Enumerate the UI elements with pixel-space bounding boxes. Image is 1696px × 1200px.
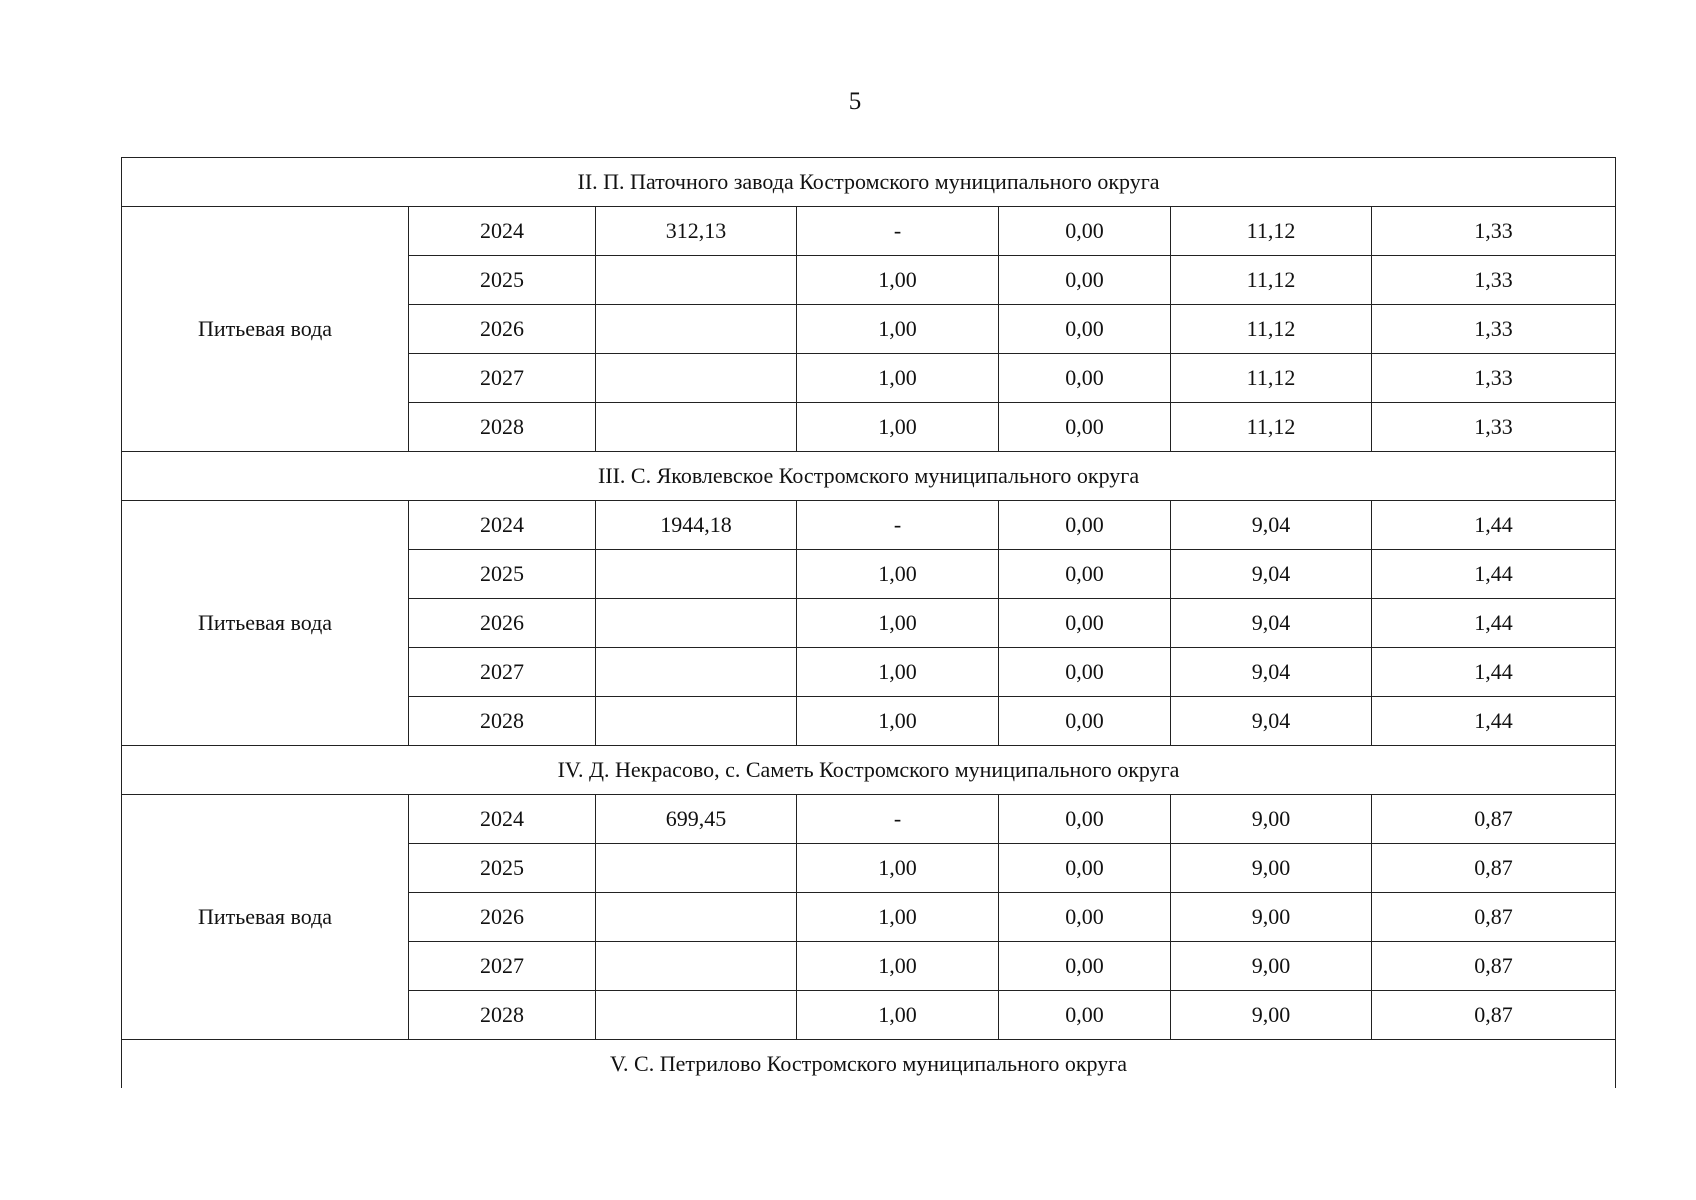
value2-cell: 1,00 [797, 305, 999, 354]
value5-cell: 1,33 [1372, 256, 1616, 305]
value4-cell: 11,12 [1171, 256, 1372, 305]
section-title: II. П. Паточного завода Костромского муниципального округа [122, 158, 1616, 207]
value2-cell: - [797, 795, 999, 844]
value3-cell: 0,00 [999, 893, 1171, 942]
year-cell: 2026 [409, 305, 596, 354]
value5-cell: 1,33 [1372, 403, 1616, 452]
section-header-row [122, 158, 1616, 207]
value3-cell: 0,00 [999, 354, 1171, 403]
table-row [122, 501, 1616, 550]
value5-cell: 1,44 [1372, 599, 1616, 648]
value2-cell: - [797, 207, 999, 256]
section-title: V. С. Петрилово Костромского муниципального округа [122, 1040, 1616, 1089]
value4-cell: 9,04 [1171, 550, 1372, 599]
value1-cell [596, 403, 797, 452]
value3-cell: 0,00 [999, 942, 1171, 991]
year-cell: 2025 [409, 844, 596, 893]
value2-cell: 1,00 [797, 403, 999, 452]
year-cell: 2028 [409, 697, 596, 746]
year-cell: 2027 [409, 354, 596, 403]
value2-cell: 1,00 [797, 354, 999, 403]
value1-cell [596, 305, 797, 354]
tariff-table [121, 157, 1616, 1088]
value1-cell [596, 697, 797, 746]
value1-cell [596, 599, 797, 648]
year-cell: 2025 [409, 256, 596, 305]
value2-cell: 1,00 [797, 697, 999, 746]
year-cell: 2025 [409, 550, 596, 599]
value3-cell: 0,00 [999, 550, 1171, 599]
value4-cell: 9,04 [1171, 501, 1372, 550]
value2-cell: 1,00 [797, 991, 999, 1040]
value4-cell: 9,00 [1171, 893, 1372, 942]
section-title: III. С. Яковлевское Костромского муниципального округа [122, 452, 1616, 501]
year-cell: 2028 [409, 403, 596, 452]
value3-cell: 0,00 [999, 795, 1171, 844]
value3-cell: 0,00 [999, 844, 1171, 893]
value5-cell: 0,87 [1372, 795, 1616, 844]
value4-cell: 11,12 [1171, 403, 1372, 452]
section-header-row [122, 1040, 1616, 1089]
value4-cell: 9,00 [1171, 991, 1372, 1040]
year-cell: 2024 [409, 207, 596, 256]
value2-cell: 1,00 [797, 599, 999, 648]
section-header-row [122, 746, 1616, 795]
value5-cell: 1,44 [1372, 550, 1616, 599]
year-cell: 2024 [409, 501, 596, 550]
value1-cell [596, 648, 797, 697]
section-header-row [122, 452, 1616, 501]
value2-cell: 1,00 [797, 648, 999, 697]
value1-cell: 699,45 [596, 795, 797, 844]
value3-cell: 0,00 [999, 305, 1171, 354]
value3-cell: 0,00 [999, 207, 1171, 256]
value5-cell: 1,33 [1372, 207, 1616, 256]
value2-cell: 1,00 [797, 893, 999, 942]
table-body [122, 158, 1616, 1089]
value3-cell: 0,00 [999, 991, 1171, 1040]
value5-cell: 0,87 [1372, 942, 1616, 991]
value3-cell: 0,00 [999, 501, 1171, 550]
resource-cell: Питьевая вода [122, 795, 409, 1040]
value4-cell: 9,04 [1171, 697, 1372, 746]
value2-cell: 1,00 [797, 256, 999, 305]
value5-cell: 0,87 [1372, 991, 1616, 1040]
value3-cell: 0,00 [999, 256, 1171, 305]
value5-cell: 0,87 [1372, 844, 1616, 893]
table-row [122, 795, 1616, 844]
value3-cell: 0,00 [999, 648, 1171, 697]
value4-cell: 9,00 [1171, 795, 1372, 844]
value3-cell: 0,00 [999, 403, 1171, 452]
section-title: IV. Д. Некрасово, с. Саметь Костромского муниципального округа [122, 746, 1616, 795]
value1-cell [596, 893, 797, 942]
year-cell: 2028 [409, 991, 596, 1040]
value2-cell: - [797, 501, 999, 550]
value5-cell: 1,44 [1372, 501, 1616, 550]
value5-cell: 1,33 [1372, 354, 1616, 403]
value3-cell: 0,00 [999, 599, 1171, 648]
value5-cell: 1,44 [1372, 648, 1616, 697]
table-row [122, 207, 1616, 256]
value2-cell: 1,00 [797, 844, 999, 893]
value1-cell [596, 354, 797, 403]
value1-cell [596, 550, 797, 599]
value4-cell: 9,00 [1171, 844, 1372, 893]
value1-cell [596, 991, 797, 1040]
value2-cell: 1,00 [797, 550, 999, 599]
value1-cell: 1944,18 [596, 501, 797, 550]
value4-cell: 9,00 [1171, 942, 1372, 991]
resource-cell: Питьевая вода [122, 207, 409, 452]
value4-cell: 9,04 [1171, 599, 1372, 648]
value1-cell [596, 844, 797, 893]
value4-cell: 11,12 [1171, 305, 1372, 354]
year-cell: 2024 [409, 795, 596, 844]
value3-cell: 0,00 [999, 697, 1171, 746]
value1-cell [596, 942, 797, 991]
page-number: 5 [848, 88, 862, 115]
year-cell: 2026 [409, 893, 596, 942]
value1-cell: 312,13 [596, 207, 797, 256]
value2-cell: 1,00 [797, 942, 999, 991]
year-cell: 2026 [409, 599, 596, 648]
year-cell: 2027 [409, 942, 596, 991]
value5-cell: 1,44 [1372, 697, 1616, 746]
value4-cell: 11,12 [1171, 354, 1372, 403]
value4-cell: 9,04 [1171, 648, 1372, 697]
year-cell: 2027 [409, 648, 596, 697]
value5-cell: 0,87 [1372, 893, 1616, 942]
value5-cell: 1,33 [1372, 305, 1616, 354]
value4-cell: 11,12 [1171, 207, 1372, 256]
resource-cell: Питьевая вода [122, 501, 409, 746]
value1-cell [596, 256, 797, 305]
